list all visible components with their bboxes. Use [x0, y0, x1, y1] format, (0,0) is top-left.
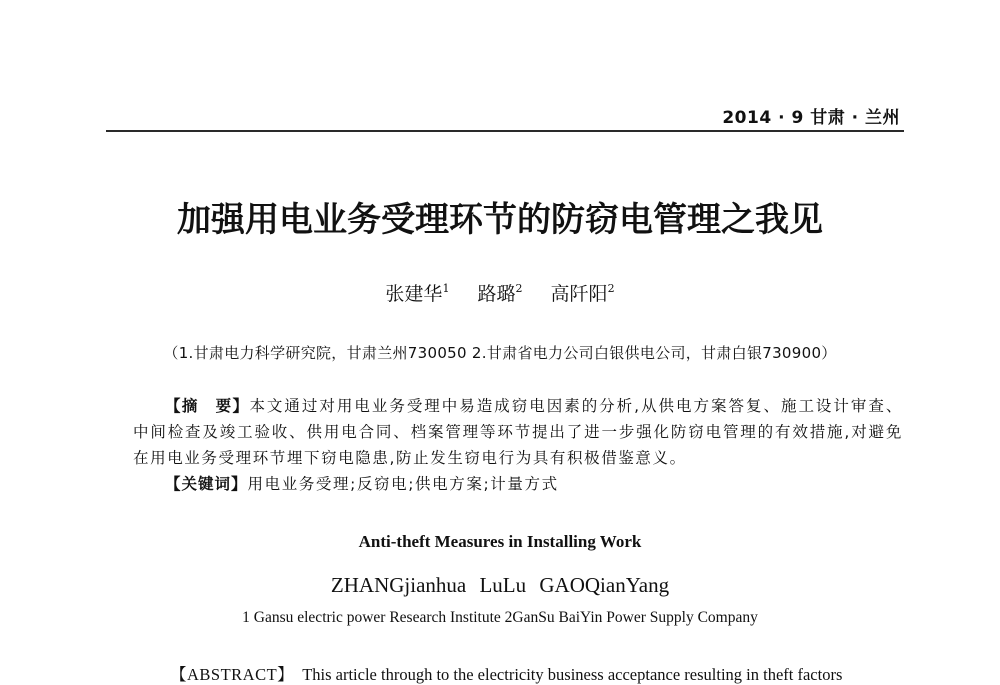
authors-chinese — [0, 279, 1000, 306]
author-en-2: LuLu — [479, 573, 527, 597]
author-en-3: GAOQianYang — [539, 573, 670, 597]
abstract-text: 本文通过对用电业务受理中易造成窃电因素的分析,从供电方案答复、施工设计审查、中间检查及竣工验收、供用电合同、档案管理等环节提出了进一步强化防窃电管理的有效措施,对避免在用电业务受理环节埋下窃电隐患,防止发生窃电行为具有积极借鉴意义。 — [133, 397, 903, 467]
affiliation-marker: 2 — [515, 282, 523, 295]
affiliation-marker: 2 — [607, 282, 615, 295]
author-1: 张建华$^1$ — [385, 282, 450, 305]
abstract-english-text: This article through to the electricity business acceptance resulting in theft factors — [302, 665, 843, 684]
keywords-text: 用电业务受理;反窃电;供电方案;计量方式 — [247, 475, 559, 493]
affiliation-english: 1 Gansu electric power Research Institute 2GanSu BaiYin Power Supply Company — [242, 609, 758, 626]
abstract-chinese-block — [133, 393, 903, 497]
author-3: 高阡阳$^2$ — [550, 282, 615, 305]
article-title-chinese: 加强用电业务受理环节的防窃电管理之我见 — [177, 200, 823, 240]
author-en-1: ZHANGjianhua — [330, 573, 467, 597]
abstract-chinese — [133, 393, 903, 471]
abstract-english — [170, 661, 910, 685]
abstract-english-label: 【ABSTRACT】 — [170, 665, 295, 684]
authors-english — [0, 573, 1000, 598]
header-divider — [106, 130, 904, 132]
keywords-label: 【关键词】 — [165, 475, 248, 493]
journal-issue-header: 2014 · 9 甘肃 · 兰州 — [722, 108, 900, 128]
keywords-chinese — [133, 471, 903, 497]
abstract-label: 【摘 要】 — [165, 397, 250, 415]
article-title-english: Anti-theft Measures in Installing Work — [358, 532, 642, 551]
author-2: 路璐$^2$ — [477, 282, 523, 305]
affiliation-chinese: （1.甘肃电力科学研究院，甘肃兰州730050 2.甘肃省电力公司白银供电公司，甘肃白银730900） — [163, 344, 837, 362]
affiliation-marker: 1 — [442, 282, 450, 295]
